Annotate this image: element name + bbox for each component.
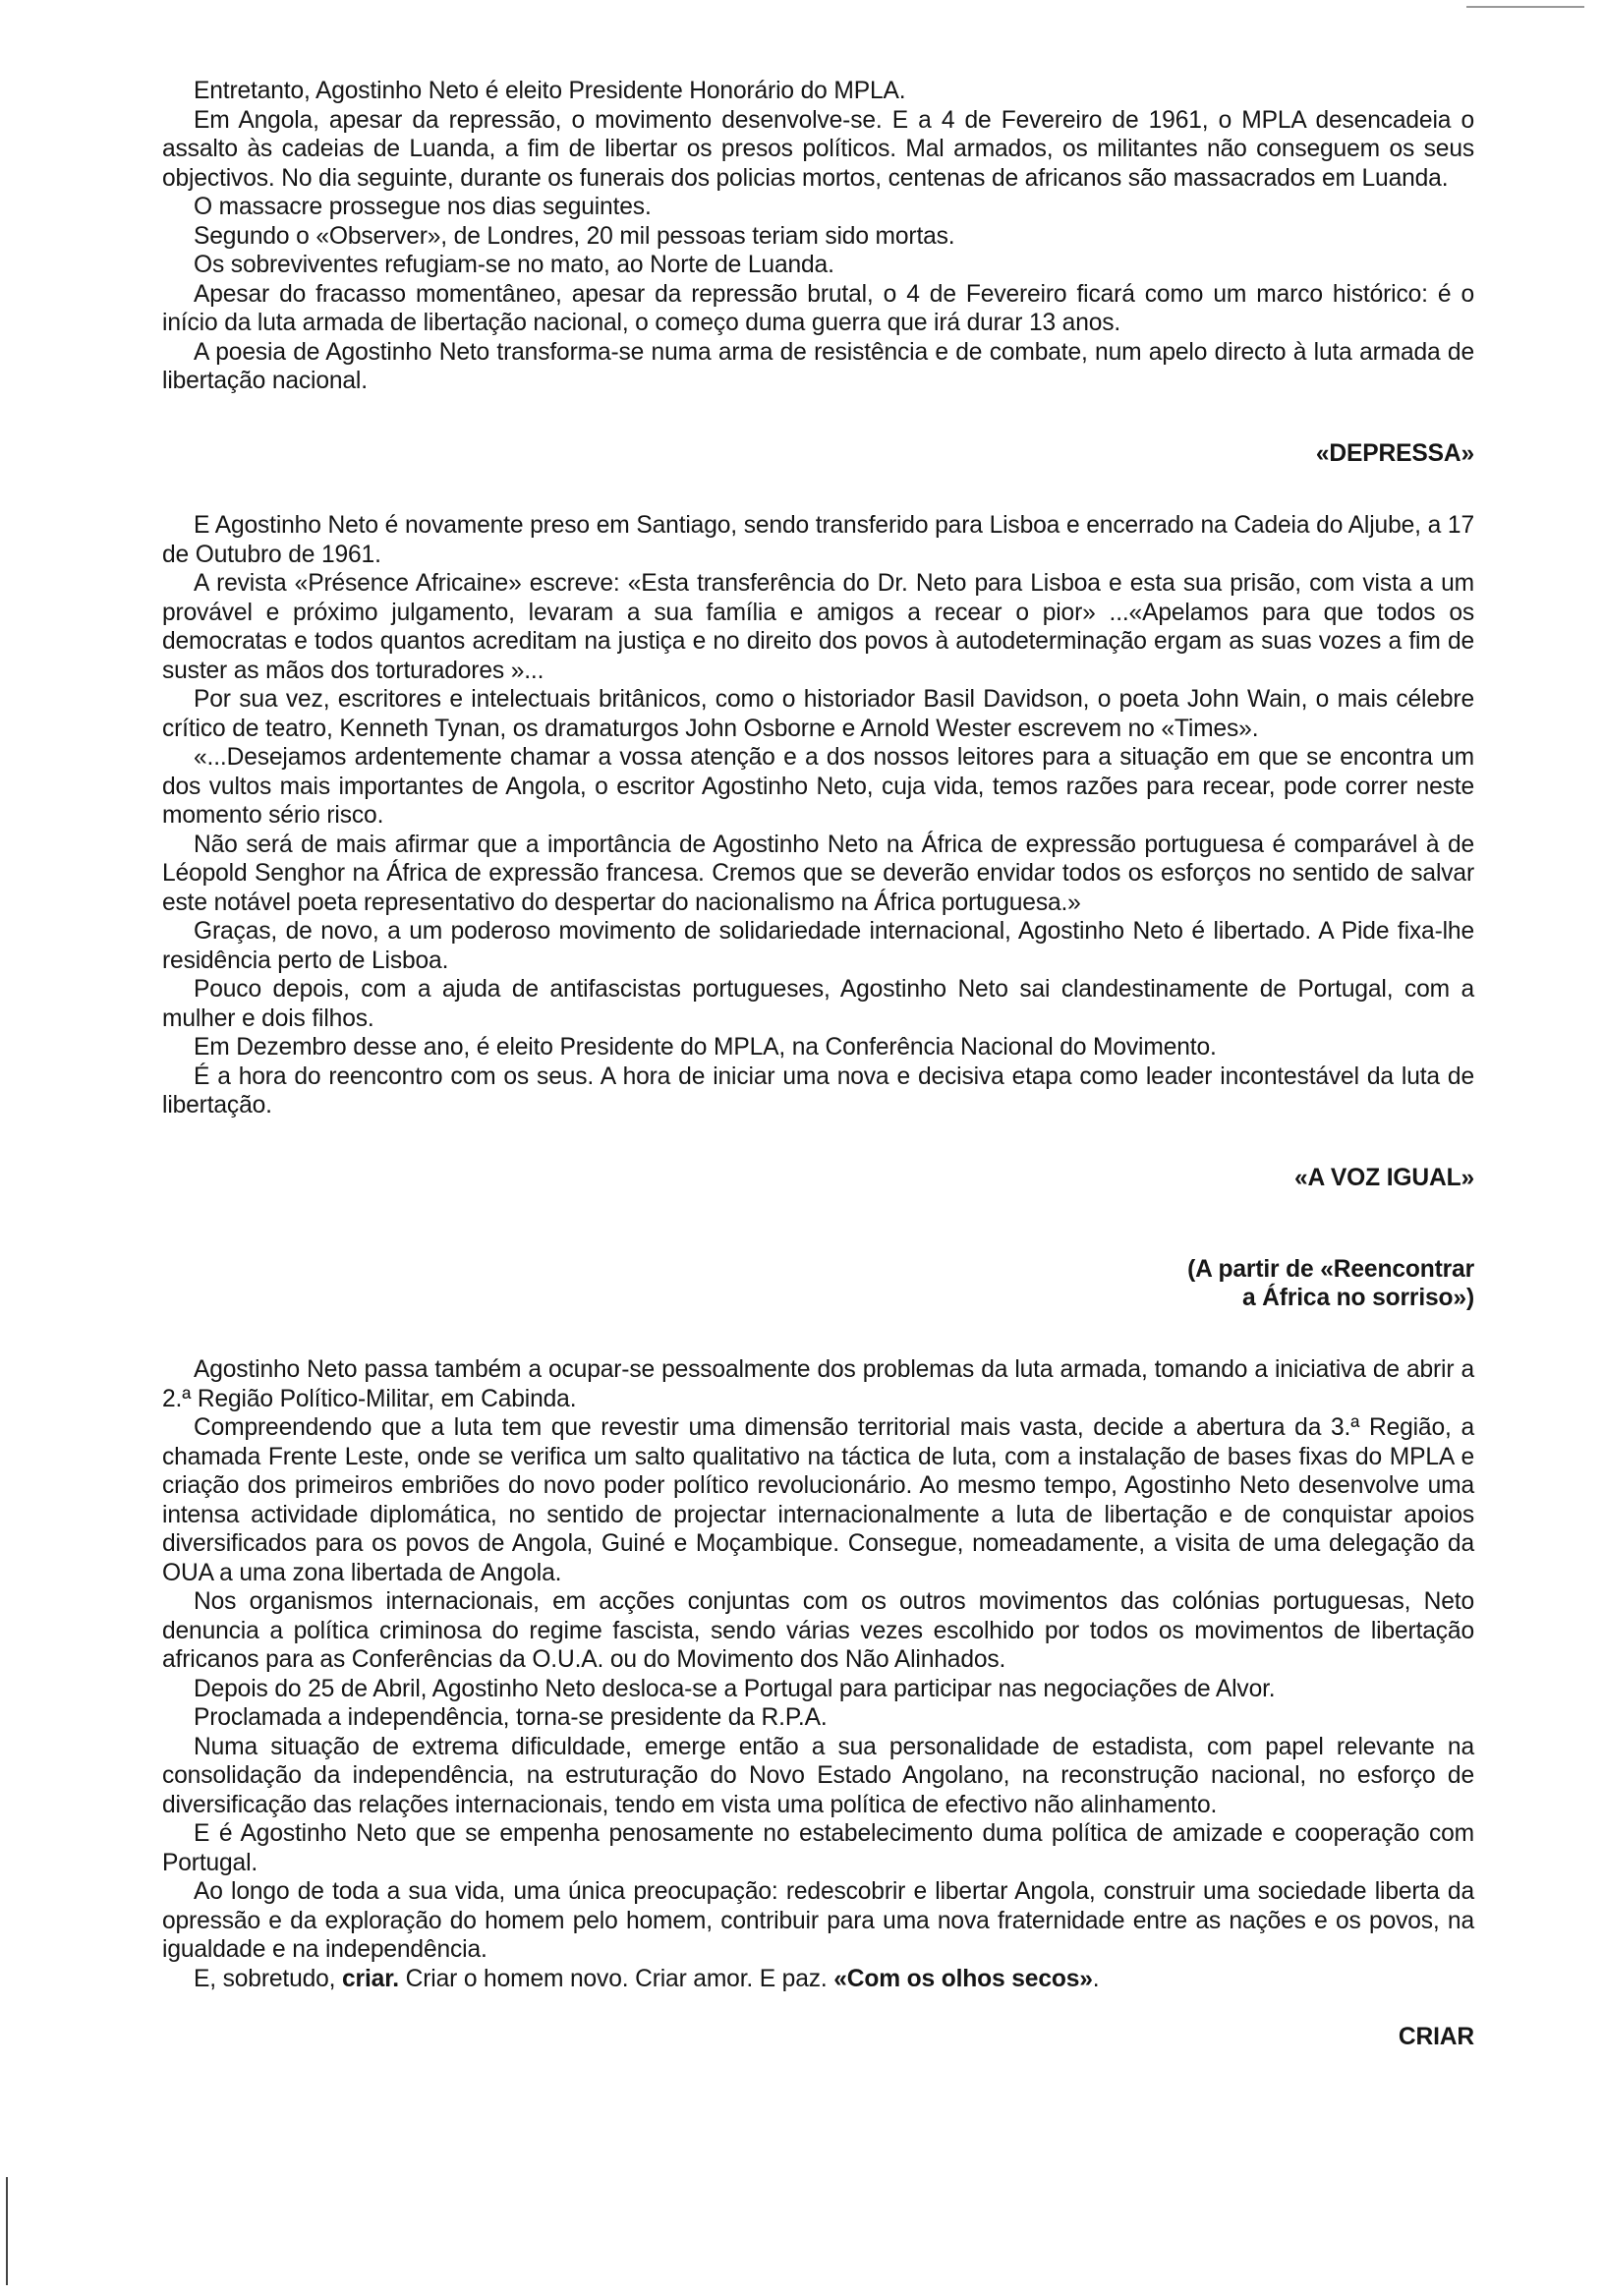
closing-paragraph (162, 1965, 1474, 1994)
paragraph: Os sobreviventes refugiam-se no mato, ao Norte de Luanda. (194, 252, 834, 278)
closing-text: . (1092, 1965, 1100, 1992)
paragraph: Entretanto, Agostinho Neto é eleito Presidente Honorário do MPLA. (194, 78, 906, 104)
paragraph: Numa situação de extrema dificuldade, emerge então a sua personalidade de estadista, com papel relevante na consolidação da independência, na estruturação do Novo Estado Angolano, na reconstrução nacional, no esforço de diversificação das relações internacionais, tendo em vista uma política de efectivo não alinhamento. (162, 1733, 1474, 1818)
subtitle-line: (A partir de «Reencontrar (1187, 1256, 1474, 1283)
paragraph: A poesia de Agostinho Neto transforma-se numa arma de resistência e de combate, num apelo directo à luta armada de libertação nacional. (162, 338, 1474, 394)
section-subtitle (162, 1255, 1474, 1312)
paragraph: Segundo o «Observer», de Londres, 20 mil pessoas teriam sido mortas. (194, 222, 955, 250)
final-section (162, 1355, 1474, 1993)
scan-mark-top (1466, 6, 1584, 8)
paragraph: Em Angola, apesar da repressão, o movimento desenvolve-se. E a 4 de Fevereiro de 1961, o MPLA desencadeia o assalto às cadeias de Luanda, a fim de libertar os presos políticos. Mal armados, os militantes não conseguem os seus objectivos. No dia seguinte, durante os funerais dos policias mortos, centenas de africanos são massacrados em Luanda. (162, 106, 1474, 192)
middle-section (162, 511, 1474, 1120)
intro-section (162, 77, 1474, 396)
paragraph: Pouco depois, com a ajuda de antifascistas portugueses, Agostinho Neto sai clandestinamente de Portugal, com a mulher e dois filhos. (162, 976, 1474, 1032)
document-page (162, 77, 1474, 2052)
paragraph: E é Agostinho Neto que se empenha penosamente no estabelecimento duma política de amizade e cooperação com Portugal. (162, 1820, 1474, 1876)
paragraph: É a hora do reencontro com os seus. A hora de iniciar uma nova e decisiva etapa como leader incontestável da luta de libertação. (162, 1062, 1474, 1119)
paragraph: Compreendendo que a luta tem que revestir uma dimensão territorial mais vasta, decide a abertura da 3.ª Região, a chamada Frente Leste, onde se verifica um salto qualitativo na táctica de luta, com a instalação de bases fixas do MPLA e criação dos primeiros embriões do novo poder político revolucionário. Ao mesmo tempo, Agostinho Neto desenvolve uma intensa actividade diplomática, no sentido de projectar internacionalmente a luta de libertação e de conquistar apoios diversificados para os povos de Angola, Guiné e Moçambique. Consegue, nomeadamente, a visita de uma delegação da OUA a uma zona libertada de Angola. (162, 1414, 1474, 1586)
paragraph: Graças, de novo, a um poderoso movimento de solidariedade internacional, Agostinho Neto é libertado. A Pide fixa-lhe residência perto de Lisboa. (162, 918, 1474, 974)
paragraph: Ao longo de toda a sua vida, uma única preocupação: redescobrir e libertar Angola, construir uma sociedade liberta da opressão e da exploração do homem pelo homem, contribuir para uma nova fraternidade entre as nações e os povos, na igualdade e na independência. (162, 1878, 1474, 1963)
paragraph: Depois do 25 de Abril, Agostinho Neto desloca-se a Portugal para participar nas negociações de Alvor. (194, 1675, 1276, 1702)
subtitle-line: a África no sorriso») (1241, 1285, 1474, 1311)
paragraph: Apesar do fracasso momentâneo, apesar da repressão brutal, o 4 de Fevereiro ficará como um marco histórico: é o início da luta armada de libertação nacional, o começo duma guerra que irá durar 13 anos. (162, 280, 1474, 336)
paragraph: Nos organismos internacionais, em acções conjuntas com os outros movimentos das colónias portuguesas, Neto denuncia a política criminosa do regime fascista, sendo várias vezes escolhido por todos os movimentos de libertação africanos para as Conferências da O.U.A. ou do Movimento dos Não Alinhados. (162, 1588, 1474, 1673)
paragraph: E Agostinho Neto é novamente preso em Santiago, sendo transferido para Lisboa e encerrado na Cadeia do Aljube, a 17 de Outubro de 1961. (162, 512, 1474, 568)
paragraph: A revista «Présence Africaine» escreve: «Esta transferência do Dr. Neto para Lisboa e esta sua prisão, com vista a um provável e próximo julgamento, levaram a sua família e amigos a recear o pior» ...«Apelamos para que todos os democratas e todos quantos acreditam na justiça e no direito dos povos à autodeterminação ergam as suas vozes a fim de suster as mãos dos torturadores »... (162, 570, 1474, 684)
paragraph: Em Dezembro desse ano, é eleito Presidente do MPLA, na Conferência Nacional do Movimento. (194, 1034, 1217, 1061)
scan-mark-left (6, 2177, 8, 2285)
paragraph: Não será de mais afirmar que a importância de Agostinho Neto na África de expressão portuguesa é comparável à de Léopold Senghor na África de expressão francesa. Cremos que se deverão envidar todos os esforços no sentido de salvar este notável poeta representativo do despertar do nacionalismo na África portuguesa.» (162, 831, 1474, 916)
closing-text: Criar o homem novo. Criar amor. E paz. (398, 1965, 834, 1992)
paragraph: Agostinho Neto passa também a ocupar-se pessoalmente dos problemas da luta armada, tomando a iniciativa de abrir a 2.ª Região Político-Militar, em Cabinda. (162, 1356, 1474, 1412)
section-title-criar: CRIAR (1398, 2024, 1474, 2050)
paragraph: O massacre prossegue nos dias seguintes. (194, 194, 652, 220)
section-title-voz-igual: «A VOZ IGUAL» (1294, 1164, 1474, 1191)
closing-emphasis: criar. (342, 1965, 399, 1992)
paragraph: Por sua vez, escritores e intelectuais britânicos, como o historiador Basil Davidson, o poeta John Wain, o mais célebre crítico de teatro, Kenneth Tynan, os dramaturgos John Osborne e Arnold Wester escrevem no «Times». (162, 686, 1474, 742)
closing-text: E, sobretudo, (194, 1965, 343, 1992)
paragraph: Proclamada a independência, torna-se presidente da R.P.A. (194, 1704, 828, 1731)
section-title-depressa: «DEPRESSA» (1315, 439, 1474, 467)
paragraph: «...Desejamos ardentemente chamar a vossa atenção e a dos nossos leitores para a situação em que se encontra um dos vultos mais importantes de Angola, o escritor Agostinho Neto, cuja vida, temos razões para recear, pode correr neste momento sério risco. (162, 744, 1474, 829)
closing-poem-title: «Com os olhos secos» (833, 1965, 1093, 1992)
